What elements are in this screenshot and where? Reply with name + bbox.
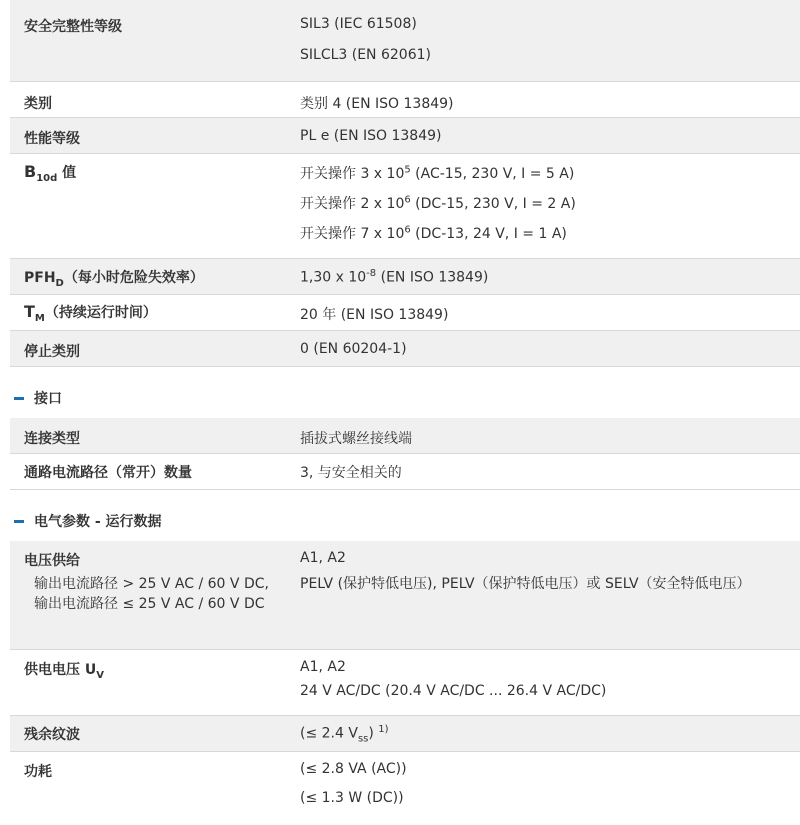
- category-label: 类别: [24, 96, 52, 112]
- collapse-icon: [14, 520, 24, 523]
- voltage-supply-sublabel: 输出电流路径 > 25 V AC / 60 V DC, 输出电流路径 ≤ 25 V AC / 60 V DC: [34, 576, 269, 612]
- residual-ripple-value: [300, 724, 389, 744]
- power-consumption-label: 功耗: [24, 764, 52, 780]
- power-consumption-value-2: (≤ 1.3 W (DC)): [300, 790, 404, 806]
- collapse-icon: [14, 397, 24, 400]
- connection-type-value: 插拔式螺丝接线端: [300, 431, 412, 447]
- pfhd-value-exp: -8: [366, 268, 377, 279]
- stop-category-value: 0 (EN 60204-1): [300, 341, 407, 357]
- b10d-value-2: [300, 193, 576, 213]
- safety-integrity-label: 安全完整性等级: [24, 19, 122, 35]
- b10d-value-2-pre: 开关操作 2 x 10: [300, 196, 405, 212]
- pfhd-label: [24, 267, 204, 289]
- b10d-value-3-exp: 6: [404, 224, 411, 236]
- residual-ripple-label: 残余纹波: [24, 727, 80, 743]
- pfhd-label-main: PFH: [24, 270, 56, 286]
- tm-label-suffix: （持续运行时间）: [44, 305, 157, 321]
- b10d-label: [24, 162, 76, 184]
- tm-label: [24, 302, 157, 324]
- safety-integrity-value-2: SILCL3 (EN 62061): [300, 47, 431, 63]
- pfhd-value-post: (EN ISO 13849): [376, 269, 489, 286]
- residual-ripple-value-sub: ss: [357, 733, 369, 745]
- supply-voltage-label-sub: V: [96, 669, 104, 681]
- pfhd-value: [300, 268, 488, 286]
- supply-voltage-value-2: 24 V AC/DC (20.4 V AC/DC ... 26.4 V AC/DC): [300, 683, 607, 699]
- residual-ripple-footnote: 1): [378, 724, 389, 735]
- voltage-supply-value-1: A1, A2: [300, 550, 346, 566]
- b10d-value-2-exp: 6: [404, 194, 411, 206]
- row-current-paths: [10, 454, 800, 490]
- supply-voltage-label-main: 供电电压 U: [24, 662, 97, 678]
- b10d-value-3-post: (DC-13, 24 V, I = 1 A): [410, 226, 567, 242]
- b10d-value-3-pre: 开关操作 7 x 10: [300, 226, 405, 242]
- residual-ripple-value-pre: (≤ 2.4 V: [300, 725, 358, 742]
- row-pfhd: [10, 259, 800, 295]
- tm-value: 20 年 (EN ISO 13849): [300, 307, 449, 323]
- row-safety-integrity: [10, 0, 800, 82]
- supply-voltage-label: [24, 659, 104, 681]
- row-residual-ripple: [10, 716, 800, 752]
- row-voltage-supply: [10, 541, 800, 650]
- b10d-label-main: B: [24, 162, 37, 181]
- section-interface[interactable]: [14, 388, 62, 408]
- pfhd-label-suffix: （每小时危险失效率）: [63, 270, 204, 286]
- section-electrical[interactable]: [14, 511, 162, 531]
- b10d-value-2-post: (DC-15, 230 V, I = 2 A): [410, 196, 576, 212]
- connection-type-label: 连接类型: [24, 431, 80, 447]
- row-performance-level: [10, 118, 800, 154]
- safety-integrity-value-1: SIL3 (IEC 61508): [300, 16, 417, 32]
- tm-label-main: T: [24, 302, 35, 321]
- row-connection-type: [10, 418, 800, 454]
- b10d-value-1-pre: 开关操作 3 x 10: [300, 166, 405, 182]
- section-electrical-title: 电气参数 - 运行数据: [34, 514, 162, 530]
- b10d-label-suffix: 值: [57, 165, 77, 181]
- row-tm: [10, 295, 800, 331]
- voltage-supply-label: 电压供给: [24, 553, 80, 569]
- b10d-value-1-post: (AC-15, 230 V, I = 5 A): [410, 166, 575, 182]
- pfhd-value-pre: 1,30 x 10: [300, 269, 367, 286]
- row-supply-voltage-uv: [10, 650, 800, 716]
- b10d-value-1: [300, 163, 574, 183]
- pfhd-label-sub: D: [55, 277, 64, 289]
- b10d-value-1-exp: 5: [404, 164, 411, 176]
- residual-ripple-value-post: ): [368, 725, 379, 742]
- tm-label-sub: M: [34, 312, 45, 324]
- current-paths-label: 通路电流路径（常开）数量: [24, 465, 192, 481]
- voltage-supply-value-2: PELV (保护特低电压), PELV（保护特低电压）或 SELV（安全特低电压）: [300, 576, 751, 592]
- row-power-consumption: [10, 752, 800, 825]
- section-interface-title: 接口: [34, 391, 62, 407]
- power-consumption-value-1: (≤ 2.8 VA (AC)): [300, 761, 407, 777]
- supply-voltage-value-1: A1, A2: [300, 659, 346, 675]
- row-category: [10, 82, 800, 118]
- category-value: 类别 4 (EN ISO 13849): [300, 96, 454, 112]
- b10d-value-3: [300, 223, 567, 243]
- row-stop-category: [10, 331, 800, 367]
- b10d-label-sub: 10d: [36, 172, 58, 184]
- performance-level-label: 性能等级: [24, 131, 80, 147]
- current-paths-value: 3, 与安全相关的: [300, 465, 402, 481]
- row-b10d: [10, 154, 800, 259]
- stop-category-label: 停止类别: [24, 344, 80, 360]
- performance-level-value: PL e (EN ISO 13849): [300, 128, 442, 144]
